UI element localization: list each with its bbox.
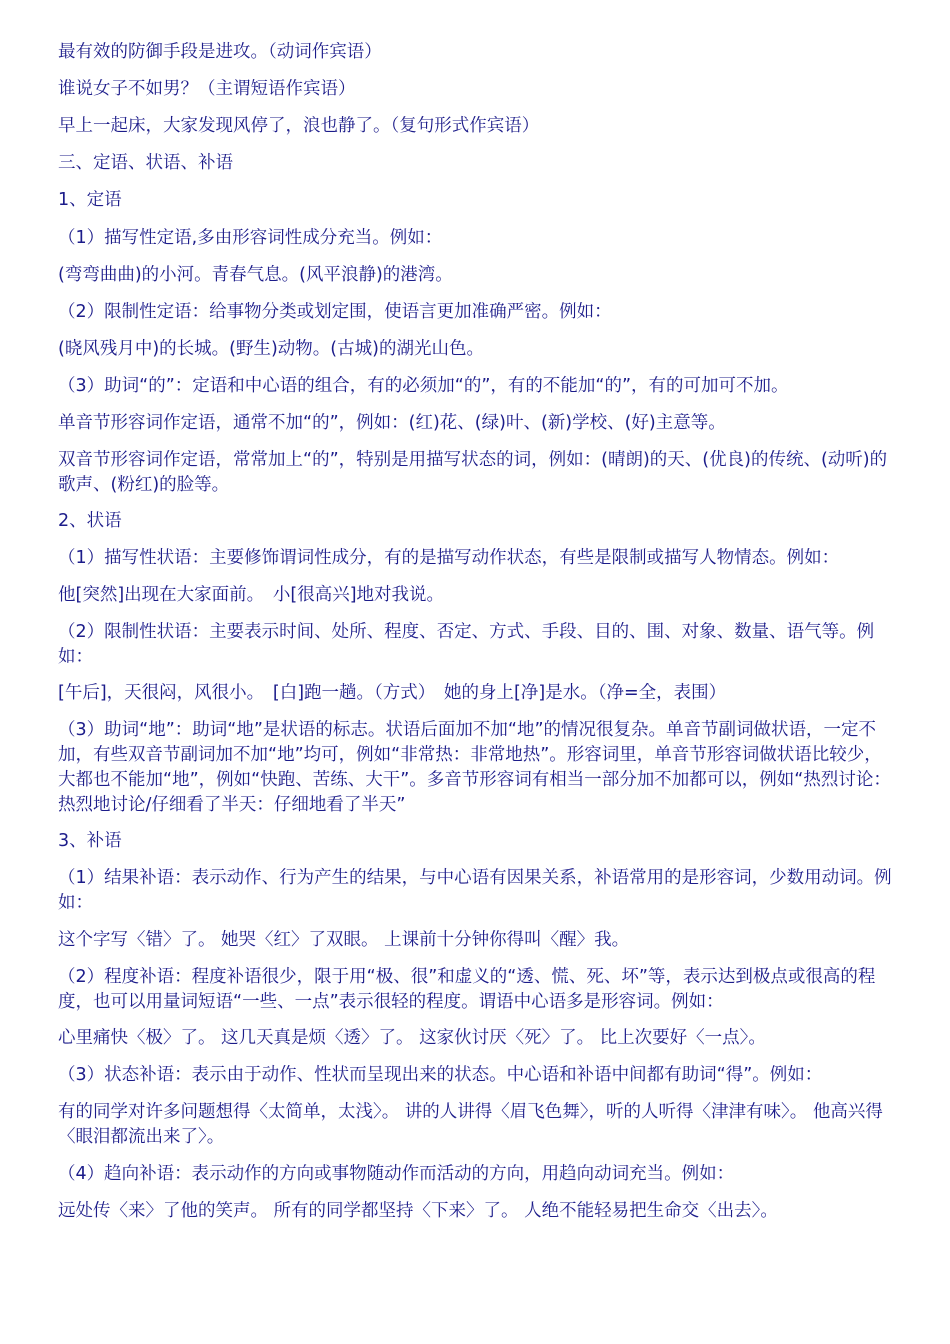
text-paragraph: （1）结果补语：表示动作、行为产生的结果，与中心语有因果关系，补语常用的是形容词，少数用动词。例如： bbox=[58, 868, 892, 913]
text-line: （3）助词“的”：定语和中心语的组合，有的必须加“的”，有的不能加“的”，有的可加可不加。 bbox=[58, 376, 789, 396]
text-line: (晓风残月中)的长城。(野生)动物。(古城)的湖光山色。 bbox=[58, 339, 484, 359]
text-paragraph: 有的同学对许多问题想得〈太简单，太浅〉。 讲的人讲得〈眉飞色舞〉，听的人听得〈津津有味〉。 他高兴得〈眼泪都流出来了〉。 bbox=[58, 1102, 883, 1147]
text-line: 谁说女子不如男？（主谓短语作宾语） bbox=[58, 79, 356, 99]
subsection-heading: 1、定语 bbox=[58, 190, 122, 210]
text-line: （1）描写性定语,多由形容词性成分充当。例如： bbox=[58, 228, 443, 248]
text-line: [午后]，天很闷，风很小。 [白]跑一趟。（方式） 她的身上[净]是水。（净=全，表围） bbox=[58, 683, 727, 703]
subsection-heading: 2、状语 bbox=[58, 511, 122, 531]
section-heading: 三、定语、状语、补语 bbox=[58, 153, 233, 173]
text-line: 他[突然]出现在大家面前。 小[很高兴]地对我说。 bbox=[58, 585, 445, 605]
text-line: (弯弯曲曲)的小河。青春气息。(风平浪静)的港湾。 bbox=[58, 265, 453, 285]
text-paragraph: （2）程度补语：程度补语很少，限于用“极、很”和虚义的“透、慌、死、坏”等，表示达到极点或很高的程度，也可以用量词短语“一些、一点”表示很轻的程度。谓语中心语多是形容词。例如： bbox=[58, 967, 876, 1012]
text-line: （2）限制性定语：给事物分类或划定围，使语言更加准确严密。例如： bbox=[58, 302, 612, 322]
text-paragraph: 双音节形容词作定语，常常加上“的”，特别是用描写状态的词，例如：(晴朗)的天、(优良)的传统、(动听)的歌声、(粉红)的脸等。 bbox=[58, 450, 888, 495]
text-line: 心里痛快〈极〉了。 这几天真是烦〈透〉了。 这家伙讨厌〈死〉了。 比上次要好〈一点〉。 bbox=[58, 1028, 766, 1048]
text-line: （3）状态补语：表示由于动作、性状而呈现出来的状态。中心语和补语中间都有助词“得”。例如： bbox=[58, 1065, 823, 1085]
text-line: （4）趋向补语：表示动作的方向或事物随动作而活动的方向，用趋向动词充当。例如： bbox=[58, 1164, 735, 1184]
text-line: 这个字写〈错〉了。 她哭〈红〉了双眼。 上课前十分钟你得叫〈醒〉我。 bbox=[58, 930, 630, 950]
subsection-heading: 3、补语 bbox=[58, 831, 122, 851]
text-line: 最有效的防御手段是进攻。（动词作宾语） bbox=[58, 42, 382, 62]
text-paragraph: （3）助词“地”：助词“地”是状语的标志。状语后面加不加“地”的情况很复杂。单音节副词做状语，一定不加，有些双音节副词加不加“地”均可，例如“非常热：非常地热”。形容词里，单音节形容词做状语比较少，大都也不能加“地”，例如“快跑、苦练、大干”。多音节形容词有相当一部分加不加都可以，例如“热烈讨论：热烈地讨论/仔细看了半天：仔细地看了半天” bbox=[58, 720, 891, 815]
text-paragraph: （2）限制性状语：主要表示时间、处所、程度、否定、方式、手段、目的、围、对象、数量、语气等。例如： bbox=[58, 622, 875, 667]
text-line: 远处传〈来〉了他的笑声。 所有的同学都坚持〈下来〉了。 人绝不能轻易把生命交〈出去〉。 bbox=[58, 1201, 778, 1221]
text-line: 单音节形容词作定语，通常不加“的”，例如：(红)花、(绿)叶、(新)学校、(好)主意等。 bbox=[58, 413, 726, 433]
text-line: 早上一起床，大家发现风停了，浪也静了。（复句形式作宾语） bbox=[58, 116, 540, 136]
text-line: （1）描写性状语：主要修饰谓词性成分，有的是描写动作状态，有些是限制或描写人物情态。例如： bbox=[58, 548, 840, 568]
